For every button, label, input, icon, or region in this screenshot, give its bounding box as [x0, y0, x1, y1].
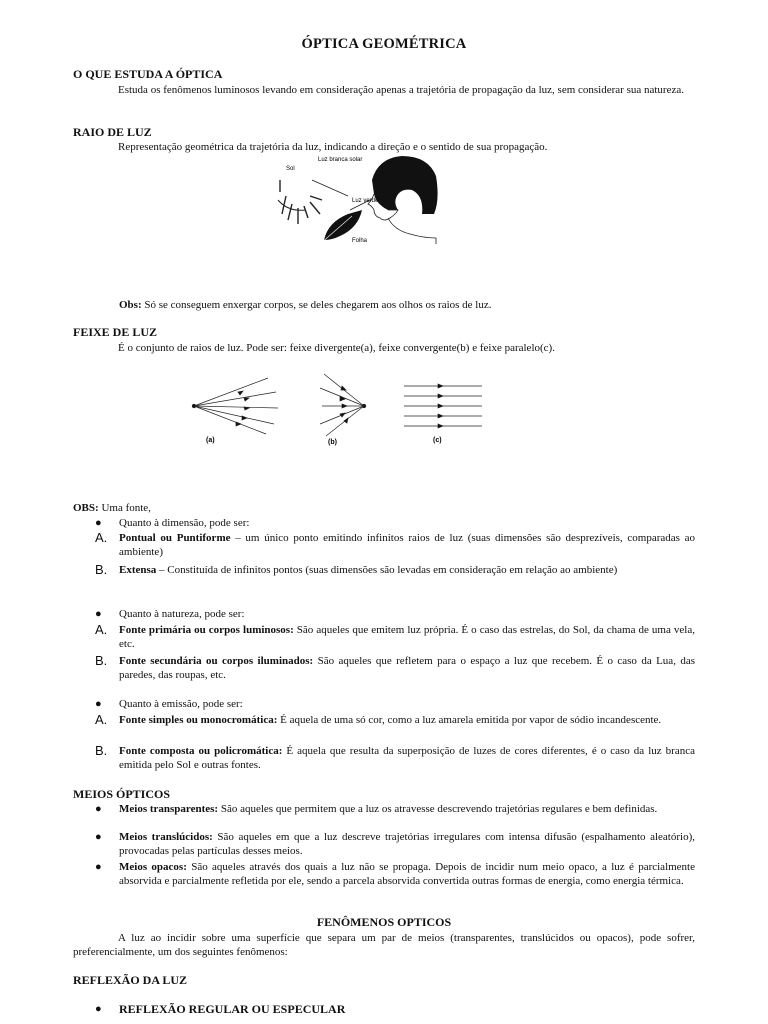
group-heading: Quanto à emissão, pode ser:: [119, 698, 243, 710]
raio-de-luz-figure: [276, 152, 442, 244]
reflexao-regular-label: REFLEXÃO REGULAR OU ESPECULAR: [119, 1002, 346, 1016]
obs-fonte-label: OBS:: [73, 502, 99, 514]
bullet-icon: ●: [95, 803, 102, 815]
heading-feixe-de-luz: FEIXE DE LUZ: [73, 325, 158, 339]
item-text: É aquela que resulta da superposição de luzes de cores diferentes, é o caso da luz branca emitida pelo Sol e outras fontes.: [119, 745, 695, 771]
list-marker: A.: [95, 622, 108, 637]
obs-text: Só se conseguem enxergar corpos, se deles chegarem aos olhos os raios de luz.: [144, 299, 492, 311]
paragraph-fenomenos: A luz ao incidir sobre uma superfície que separa um par de meios (transparentes, translúcidos ou opacos), pode sofrer, preferencialmente, um dos seguintes fenômenos:: [73, 932, 695, 958]
item-term: Fonte primária ou corpos luminosos:: [119, 624, 294, 636]
list-marker: B.: [95, 653, 108, 668]
label-luz-verde: Luz verde: [352, 198, 379, 204]
heading-meios-opticos: MEIOS ÓPTICOS: [73, 787, 171, 801]
item-text: – um único ponto emitindo infinitos raios de luz (suas dimensões são desprezíveis, comparadas ao ambiente): [119, 532, 696, 558]
item-term: Fonte simples ou monocromática:: [119, 714, 278, 726]
list-marker: B.: [95, 562, 108, 577]
bullet-icon: ●: [95, 608, 102, 620]
bullet-icon: ●: [95, 861, 102, 873]
obs-fonte-text: Uma fonte,: [101, 502, 151, 514]
diverging-beam: [192, 378, 278, 434]
label-sol: Sol: [286, 166, 295, 172]
paragraph-feixe-de-luz: É o conjunto de raios de luz. Pode ser: feixe divergente(a), feixe convergente(b) e feixe paralelo(c).: [118, 342, 555, 354]
item-text: – Constituída de infinitos pontos (suas dimensões são levadas em consideração em relação ao ambiente): [156, 564, 618, 576]
heading-raio-de-luz: RAIO DE LUZ: [73, 125, 152, 139]
item-text: É aquela de uma só cor, como a luz amarela emitida por vapor de sódio incandescente.: [277, 714, 662, 726]
item-text: São aqueles em que a luz descreve trajetórias irregulares com intensa difusão (espalhamento aleatório), provocadas pelas partículas desses meios.: [119, 831, 695, 857]
heading-reflexao-da-luz: REFLEXÃO DA LUZ: [73, 973, 188, 987]
item-term: Pontual ou Puntiforme: [119, 532, 231, 544]
item-term: Meios opacos:: [119, 861, 187, 873]
item-term: Meios transparentes:: [119, 803, 219, 815]
label-folha: Folha: [352, 238, 368, 244]
bullet-icon: ●: [95, 698, 102, 710]
item-text: São aqueles que refletem para o espaço a luz que recebem. É o caso da Lua, das paredes, das roupas, etc.: [119, 655, 695, 681]
parallel-beam: [404, 384, 482, 428]
heading-o-que-estuda: O QUE ESTUDA A ÓPTICA: [73, 67, 223, 81]
obs-raio-de-luz: [119, 298, 699, 312]
feixe-figure: [186, 370, 492, 450]
reflexao-list: [73, 1002, 695, 1018]
group-heading: Quanto à dimensão, pode ser:: [119, 517, 250, 529]
bullet-icon: ●: [95, 831, 102, 843]
label-luz-branca: Luz branca solar: [318, 157, 363, 163]
paragraph-raio-de-luz: Representação geométrica da trajetória da luz, indicando a direção e o sentido de sua propagação.: [118, 141, 548, 153]
paragraph-o-que-estuda: Estuda os fenômenos luminosos levando em consideração apenas a trajetória de propagação da luz, sem considerar sua natureza.: [118, 84, 684, 96]
bullet-icon: ●: [95, 517, 102, 529]
item-term: Fonte composta ou policromática:: [119, 745, 283, 757]
list-marker: B.: [95, 743, 108, 758]
item-term: Fonte secundária ou corpos iluminados:: [119, 655, 314, 667]
item-text: São aqueles através dos quais a luz não se propaga. Depois de incidir num meio opaco, a luz é parcialmente absorvida e parcialmente refletida por ele, sendo a parcela absorvida convertida outras formas de energia, como energia térmica.: [119, 861, 695, 887]
label-c: (c): [433, 437, 442, 444]
item-text: São aqueles que emitem luz própria. É o caso das estrelas, do Sol, da chama de uma vela, etc.: [119, 624, 695, 650]
label-a: (a): [206, 437, 215, 444]
heading-fenomenos-opticos: FENÔMENOS OPTICOS: [316, 915, 452, 929]
converging-beam: [320, 374, 366, 436]
group-heading: Quanto à natureza, pode ser:: [119, 608, 245, 620]
item-text: São aqueles que permitem que a luz os atravesse descrevendo trajetórias regulares e bem definidas.: [218, 803, 658, 815]
item-term: Meios translúcidos:: [119, 831, 213, 843]
obs-fonte: [73, 501, 151, 515]
meios-list: [73, 802, 695, 902]
label-b: (b): [328, 439, 337, 446]
obs-label: Obs:: [119, 299, 142, 311]
page-title: ÓPTICA GEOMÉTRICA: [301, 36, 467, 52]
fonte-list: [73, 516, 695, 776]
list-marker: A.: [95, 712, 108, 727]
list-marker: A.: [95, 530, 108, 545]
item-term: Extensa: [119, 564, 157, 576]
bullet-icon: ●: [95, 1003, 102, 1015]
